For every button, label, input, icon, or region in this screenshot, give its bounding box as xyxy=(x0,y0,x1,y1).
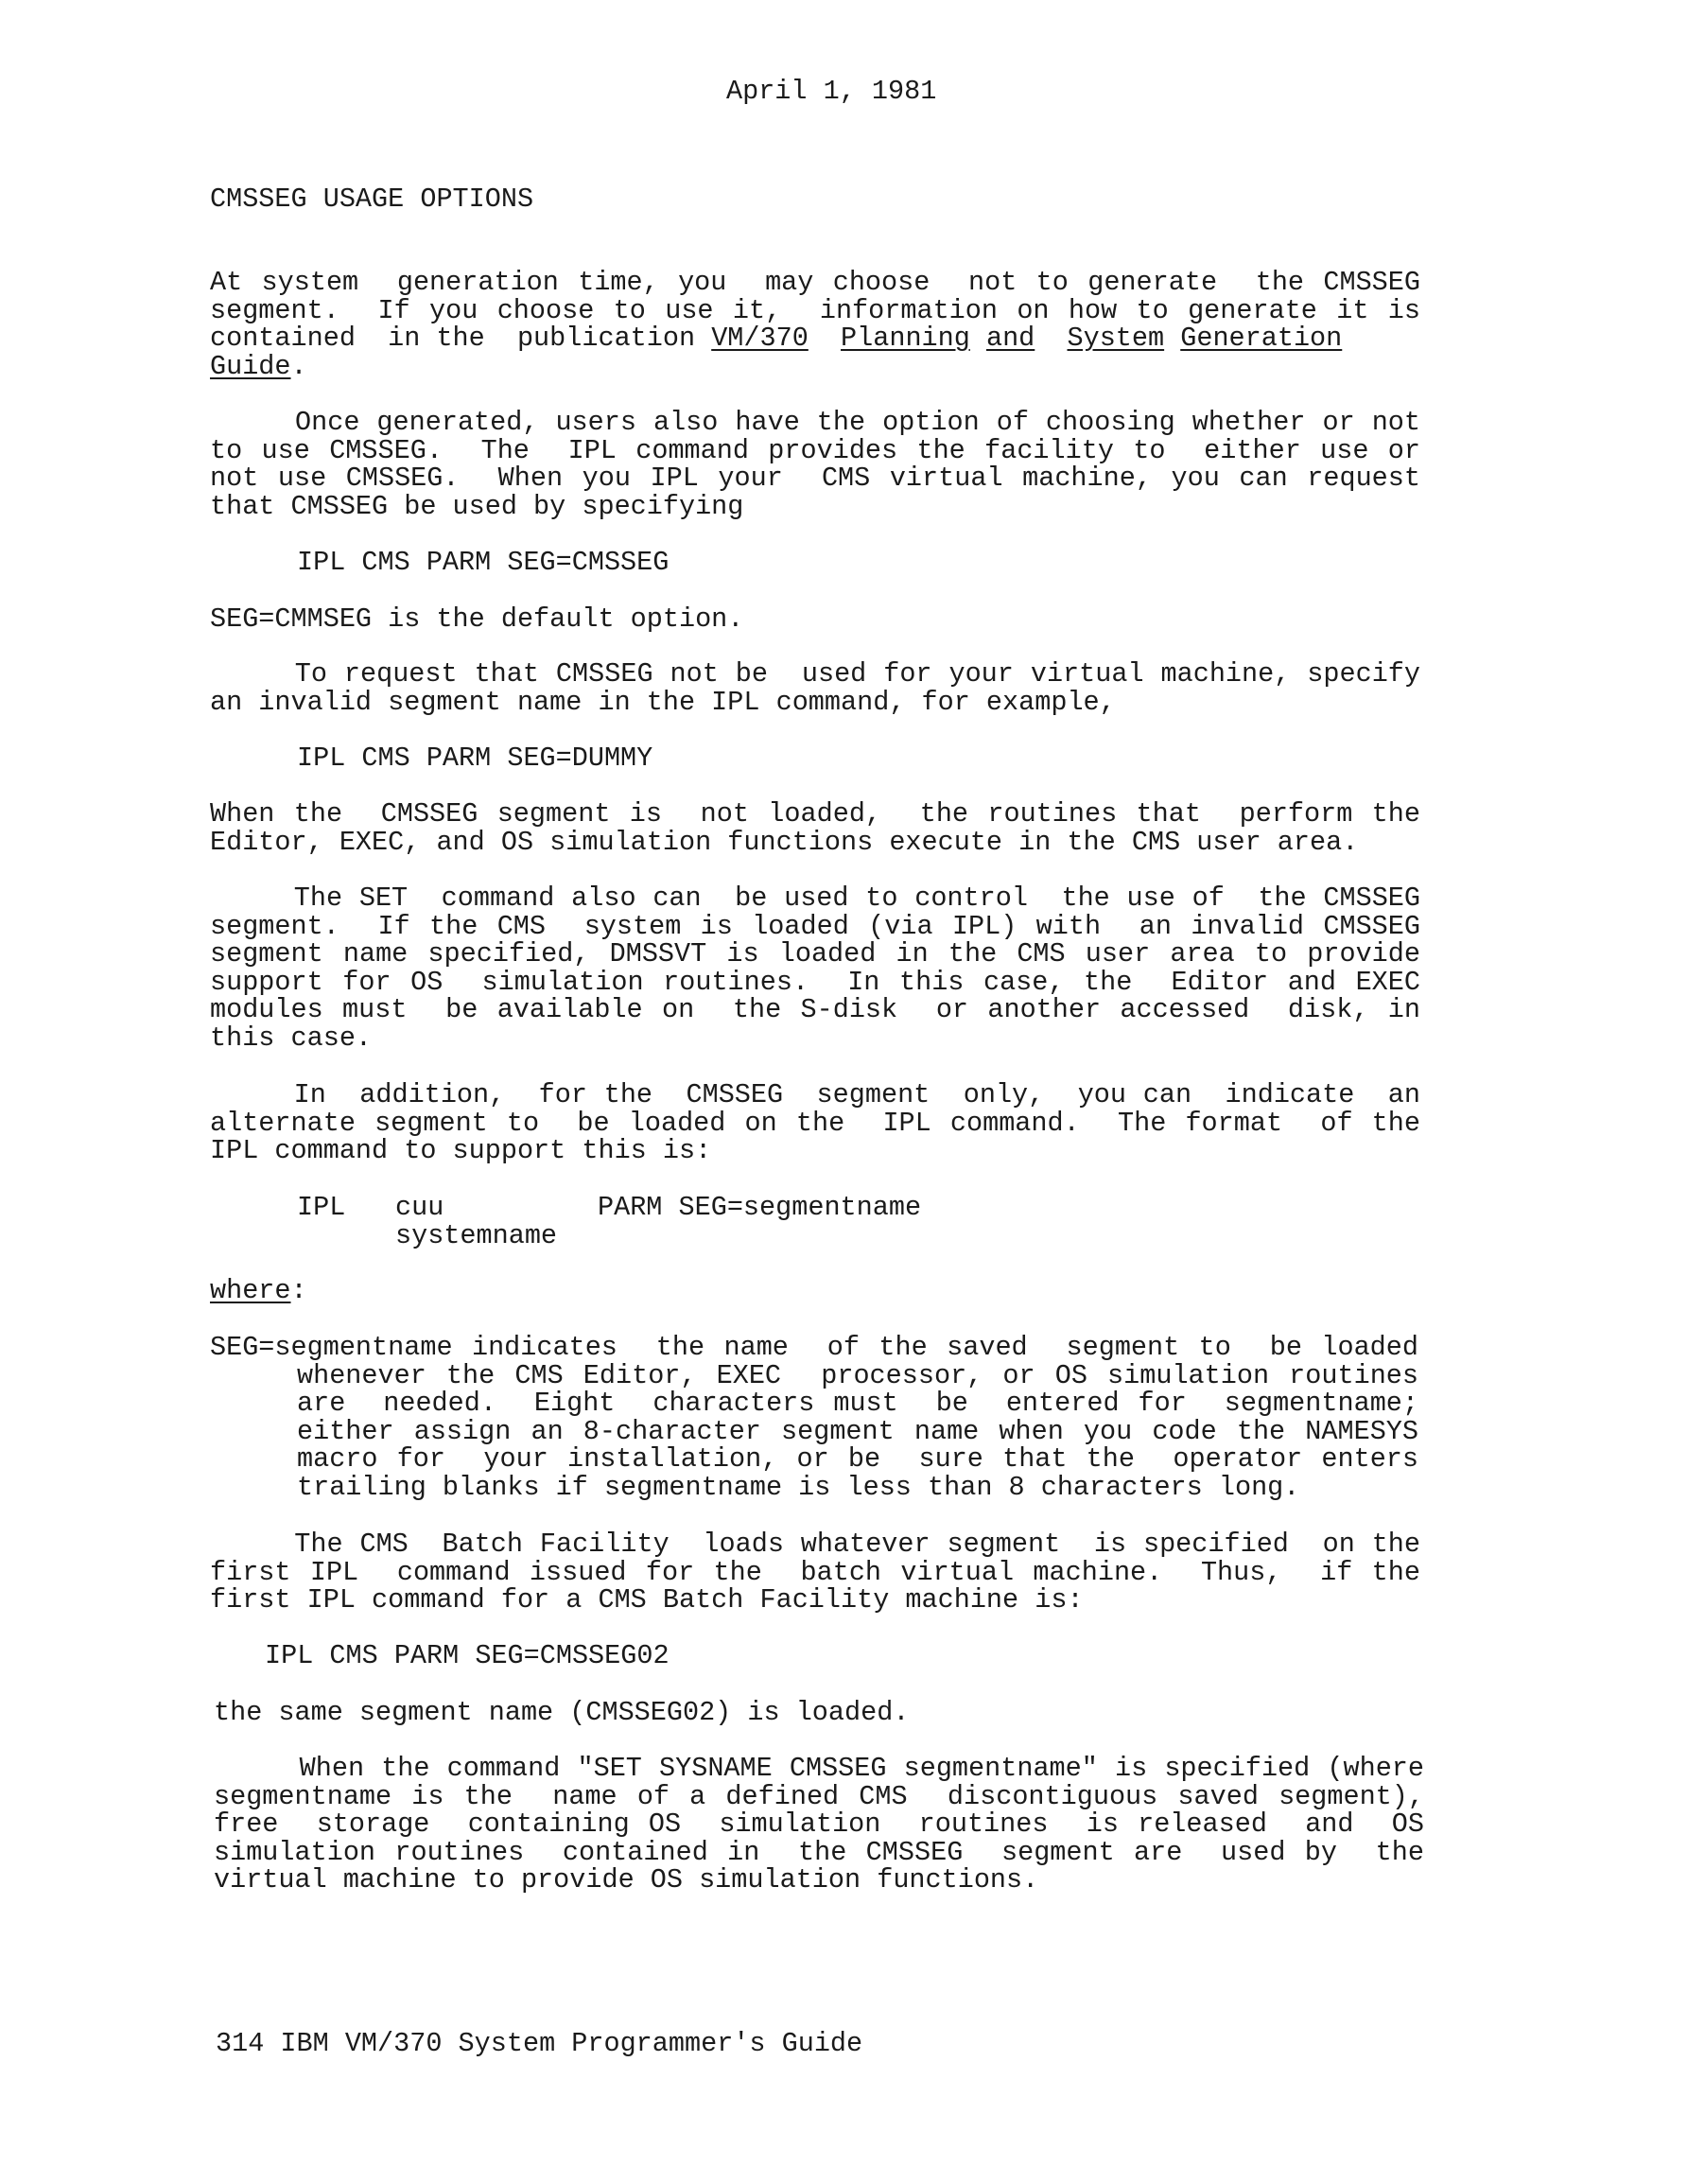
text-line: first IPL command for a CMS Batch Facility machine is: xyxy=(210,1584,1084,1616)
paragraph-6 xyxy=(210,1081,1420,1165)
text-line: At system generation time, you may choose not to generate the CMSSEG xyxy=(210,267,1420,298)
text-line: segment name specified, DMSSVT is loaded in the CMS user area to provide xyxy=(210,938,1420,970)
ipl-option-systemname: systemname xyxy=(395,1220,558,1251)
definition-line: whenever the CMS Editor, EXEC processor, or OS simulation routines xyxy=(297,1359,1418,1391)
text-line: simulation routines contained in the CMSSEG segment are used by the xyxy=(214,1836,1424,1868)
text-line: Once generated, users also have the option of choosing whether or not xyxy=(210,407,1420,438)
paragraph-2 xyxy=(210,409,1420,520)
code-example-2: IPL CMS PARM SEG=DUMMY xyxy=(297,743,653,774)
text-line: segment. If you choose to use it, information on how to generate it is xyxy=(210,294,1420,326)
where-label: where: xyxy=(210,1275,307,1306)
code-example-3: IPL CMS PARM SEG=CMSSEG02 xyxy=(265,1640,670,1671)
page-number: 314 xyxy=(216,2028,265,2059)
text-line: segmentname is the name of a defined CMS discontiguous saved segment), xyxy=(214,1780,1424,1812)
ipl-parm: PARM SEG=segmentname xyxy=(598,1192,922,1223)
paragraph-5 xyxy=(210,884,1420,1053)
page-date: April 1, 1981 xyxy=(726,76,937,107)
code-example-1: IPL CMS PARM SEG=CMSSEG xyxy=(297,547,670,578)
text-line: support for OS simulation routines. In this case, the Editor and EXEC xyxy=(210,966,1420,998)
paragraph-1 xyxy=(210,269,1420,380)
text-line: IPL command to support this is: xyxy=(210,1135,712,1167)
text-line: When the CMSSEG segment is not loaded, the routines that perform the xyxy=(210,798,1420,830)
default-note: SEG=CMMSEG is the default option. xyxy=(210,603,744,635)
paragraph-4 xyxy=(210,800,1420,856)
text-line: free storage containing OS simulation routines is released and OS xyxy=(214,1808,1424,1841)
segmentname-definition xyxy=(210,1334,1418,1502)
text-line: contained in the publication VM/370 Planning and System Generation xyxy=(210,323,1343,355)
text-line: When the command "SET SYSNAME CMSSEG segmentname" is specified (where xyxy=(214,1753,1424,1784)
text-line: modules must be available on the S-disk or another accessed disk, in xyxy=(210,994,1420,1026)
paragraph-7 xyxy=(210,1530,1420,1615)
text-line: segment. If the CMS system is loaded (via IPL) with an invalid CMSSEG xyxy=(210,910,1420,942)
page-footer xyxy=(216,2030,862,2058)
definition-term-line: SEG=segmentname indicates the name of the saved segment to be loaded xyxy=(210,1332,1418,1363)
text-line: this case. xyxy=(210,1022,373,1054)
section-title: CMSSEG USAGE OPTIONS xyxy=(210,183,534,215)
text-line: not use CMSSEG. When you IPL your CMS virtual machine, you can request xyxy=(210,463,1420,495)
text-line: To request that CMSSEG not be used for your virtual machine, specify xyxy=(210,658,1420,690)
definition-line: are needed. Eight characters must be entered for segmentname; xyxy=(297,1388,1418,1420)
text-line: The CMS Batch Facility loads whatever segment is specified on the xyxy=(210,1529,1420,1560)
text-line: The SET command also can be used to control the use of the CMSSEG xyxy=(210,882,1420,914)
paragraph-3 xyxy=(210,660,1420,716)
definition-line: macro for your installation, or be sure that the operator enters xyxy=(297,1443,1418,1476)
ipl-keyword: IPL xyxy=(297,1192,346,1223)
publication-title: VM/370 xyxy=(711,323,809,355)
text-line: Editor, EXEC, and OS simulation functions execute in the CMS user area. xyxy=(210,826,1359,858)
text-line: to use CMSSEG. The IPL command provides the facility to either use or xyxy=(210,434,1420,466)
text-line: that CMSSEG be used by specifying xyxy=(210,490,744,522)
text-line: virtual machine to provide OS simulation functions. xyxy=(214,1864,1039,1896)
text-line: alternate segment to be loaded on the IPL command. The format of the xyxy=(210,1107,1420,1139)
ipl-option-cuu: cuu xyxy=(395,1192,444,1223)
paragraph-8: the same segment name (CMSSEG02) is loaded. xyxy=(214,1697,910,1728)
text-line: In addition, for the CMSSEG segment only, you can indicate an xyxy=(210,1079,1420,1110)
text-line: an invalid segment name in the IPL command, for example, xyxy=(210,686,1116,718)
publication-name: IBM VM/370 System Programmer's Guide xyxy=(280,2028,863,2059)
definition-line: either assign an 8-character segment name when you code the NAMESYS xyxy=(297,1415,1418,1447)
paragraph-9 xyxy=(214,1755,1424,1895)
definition-line: trailing blanks if segmentname is less than 8 characters long. xyxy=(297,1471,1300,1503)
text-line: Guide. xyxy=(210,350,307,382)
text-line: first IPL command issued for the batch virtual machine. Thus, if the xyxy=(210,1556,1420,1588)
